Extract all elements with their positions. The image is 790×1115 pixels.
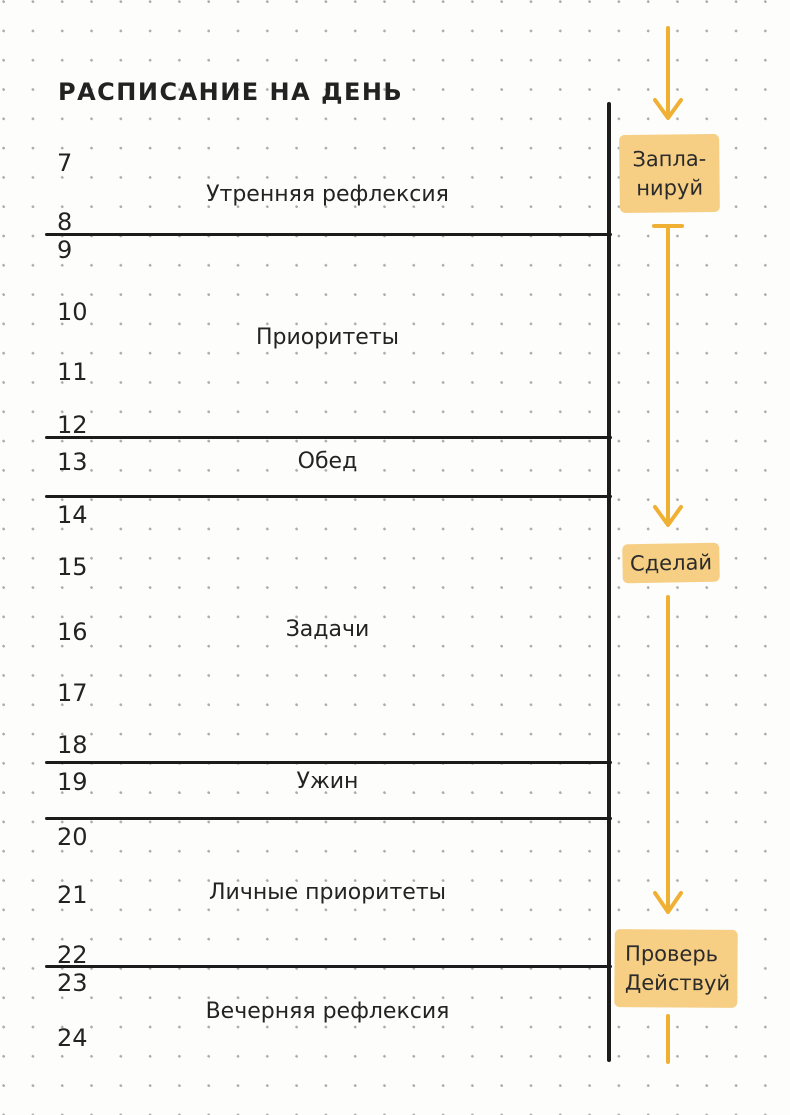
hour-label: 22 [57,941,88,969]
divider-line [45,817,612,820]
section-personal-priorities: Личные приоритеты [208,880,447,905]
hour-label: 19 [57,768,88,796]
hour-label: 10 [57,298,88,326]
hour-label: 9 [57,236,73,264]
divider-line [45,761,612,764]
hour-label: 18 [57,731,88,759]
hour-label: 16 [57,618,88,646]
flow-step-label: Проверь [625,941,719,966]
hour-label: 13 [57,448,88,476]
hour-label: 15 [57,553,88,581]
hour-label: 14 [57,501,88,529]
flow-step-check-act [616,931,737,1007]
divider-line [45,436,612,439]
section-lunch: Обед [297,449,358,474]
arrow-down-icon [648,24,688,124]
hour-label: 8 [57,208,73,236]
hour-label: 17 [57,679,88,707]
section-dinner: Ужин [296,769,359,794]
flow-step-label: нируй [636,175,704,200]
arrow-down-icon [648,220,688,532]
section-morning-reflection: Утренняя рефлексия [206,182,449,207]
hour-label: 23 [57,969,88,997]
page-title: РАСПИСАНИЕ НА ДЕНЬ [58,78,404,106]
hour-label: 12 [57,411,88,439]
divider-line [45,965,612,968]
schedule-vertical-line [607,102,611,1062]
hour-label: 24 [57,1024,88,1052]
divider-line [45,495,612,498]
hour-label: 20 [57,823,88,851]
section-tasks: Задачи [285,617,370,642]
arrow-tail-line [648,1014,688,1064]
hour-label: 7 [57,149,73,177]
flow-step-plan [621,135,719,211]
flow-step-label: Действуй [624,970,731,995]
hour-label: 21 [57,881,88,909]
hour-label: 11 [57,358,88,386]
flow-step-label: Запла- [632,146,707,171]
section-priorities: Приоритеты [255,325,400,350]
arrow-down-icon [648,593,688,917]
section-evening-reflection: Вечерняя рефлексия [205,999,450,1024]
flow-step-label: Сделай [629,549,713,576]
flow-step-do [624,544,719,582]
divider-line [45,233,612,236]
